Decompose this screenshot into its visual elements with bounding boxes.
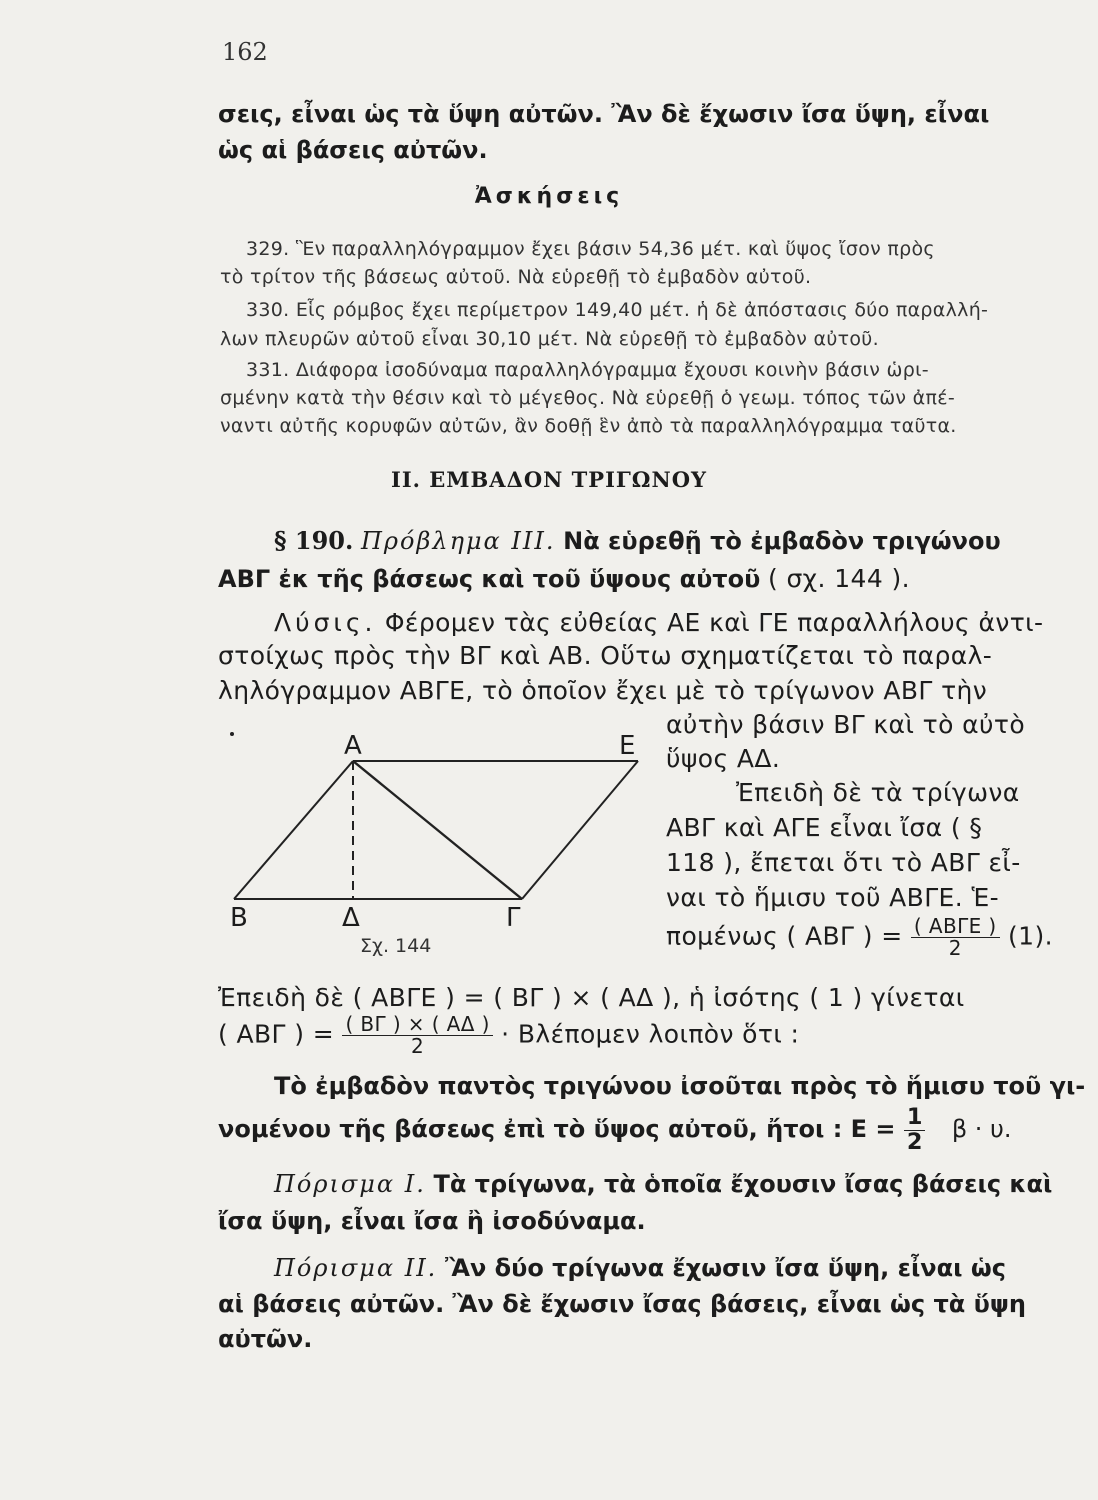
corollary-2-line-1	[274, 1254, 1006, 1282]
label-D: Δ	[342, 903, 360, 933]
equation-1	[666, 916, 1053, 959]
exercise-line: 331. Διάφορα ἰσοδύναμα παραλληλόγραμμα ἔχουσι κοινὴν βάσιν ὡρι-	[246, 359, 929, 381]
exercise-line: σμένην κατὰ τὴν θέσιν καὶ τὸ μέγεθος. Νὰ εὑρεθῇ ὁ γεωμ. τόπος τῶν ἀπέ-	[220, 387, 955, 409]
corollary-2-label: Πόρισμα ΙΙ.	[274, 1254, 438, 1282]
problem-line-1	[274, 526, 1001, 555]
section-title: II. ΕΜΒΑΔΟΝ ΤΡΙΓΩΝΟΥ	[391, 467, 707, 492]
equation-2	[218, 1014, 799, 1057]
edge-AG	[353, 761, 522, 899]
intro-line-1: σεις, εἶναι ὡς τὰ ὕψη αὐτῶν. Ἂν δὲ ἔχωσιν ἴσα ὕψη, εἶναι	[218, 100, 990, 128]
fraction-numerator: ( ΑΒΓΕ )	[911, 916, 1000, 938]
fraction-numerator: 1	[904, 1106, 926, 1131]
problem-ref: ( σχ. 144 ).	[767, 564, 910, 593]
fraction-denominator: 2	[948, 936, 962, 960]
edge-AB	[234, 761, 353, 899]
label-E: Ε	[619, 731, 636, 761]
solution-line-3: ληλόγραμμον ΑΒΓΕ, τὸ ὁποῖον ἔχει μὲ τὸ τρίγωνον ΑΒΓ τὴν	[218, 676, 988, 705]
theorem-line-2	[218, 1106, 1012, 1154]
solution-line-2: στοίχως πρὸς τὴν ΒΓ καὶ ΑΒ. Οὕτω σχηματίζεται τὸ παραλ-	[218, 641, 993, 670]
solution-line-1	[274, 608, 1043, 637]
equation-1-prefix: πομένως ( ΑΒΓ ) =	[666, 921, 903, 951]
solution-side-line: 118 ), ἔπεται ὅτι τὸ ΑΒΓ εἶ-	[666, 848, 1021, 877]
corollary-1-line-1	[274, 1170, 1052, 1198]
equation-2-fraction	[342, 1014, 492, 1057]
equation-1-suffix: (1).	[1007, 921, 1053, 951]
label-B: Β	[230, 903, 248, 933]
solution-line-4: Ἐπειδὴ δὲ ( ΑΒΓΕ ) = ( ΒΓ ) × ( ΑΔ ), ἡ ἰσότης ( 1 ) γίνεται	[218, 983, 965, 1012]
corollary-1-line-2: ἴσα ὕψη, εἶναι ἴσα ἢ ἰσοδύναμα.	[218, 1207, 646, 1235]
fraction-denominator: 2	[906, 1128, 923, 1155]
figure-144	[220, 726, 650, 956]
problem-line-2	[218, 564, 910, 593]
corollary-1-text: Τὰ τρίγωνα, τὰ ὁποῖα ἔχουσιν ἴσας βάσεις καὶ	[433, 1170, 1053, 1198]
corollary-1-label: Πόρισμα Ι.	[274, 1170, 426, 1198]
theorem-text: νομένου τῆς βάσεως ἐπὶ τὸ ὕψος αὐτοῦ, ἤτοι : Ε =	[218, 1115, 896, 1144]
theorem-fraction	[904, 1106, 926, 1154]
exercise-line: 329. Ἓν παραλληλόγραμμον ἔχει βάσιν 54,36 μέτ. καὶ ὕψος ἴσον πρὸς	[246, 238, 935, 260]
corollary-2-line-2: αἱ βάσεις αὐτῶν. Ἂν δὲ ἔχωσιν ἴσας βάσεις, εἶναι ὡς τὰ ὕψη	[218, 1290, 1026, 1318]
equation-2-suffix: · Βλέπομεν λοιπὸν ὅτι :	[501, 1019, 800, 1049]
label-A: Α	[344, 731, 362, 761]
edge-EG	[522, 761, 638, 899]
exercises-heading: Ἀσκήσεις	[474, 184, 624, 209]
solution-side-line: ΑΒΓ καὶ ΑΓΕ εἶναι ἴσα ( §	[666, 813, 983, 842]
solution-text: Φέρομεν τὰς εὐθείας ΑΕ καὶ ΓΕ παραλλήλους ἀντι-	[384, 608, 1044, 637]
solution-side-line: ὕψος ΑΔ.	[666, 744, 781, 773]
exercise-line: τὸ τρίτον τῆς βάσεως αὐτοῦ. Νὰ εὑρεθῇ τὸ ἐμβαδὸν αὐτοῦ.	[220, 266, 812, 288]
ink-dot	[230, 732, 234, 736]
fraction-denominator: 2	[411, 1034, 425, 1058]
problem-label: Πρόβλημα ΙΙΙ.	[361, 527, 556, 555]
problem-number: § 190.	[274, 526, 354, 555]
theorem-line-1: Τὸ ἐμβαδὸν παντὸς τριγώνου ἰσοῦται πρὸς τὸ ἥμισυ τοῦ γι-	[274, 1072, 1086, 1100]
theorem-suffix: β · υ.	[951, 1115, 1012, 1144]
page-number: 162	[222, 38, 268, 66]
problem-text: Νὰ εὑρεθῇ τὸ ἐμβαδὸν τριγώνου	[563, 527, 1001, 555]
figure-caption: Σχ. 144	[360, 935, 432, 957]
corollary-2-line-3: αὐτῶν.	[218, 1325, 313, 1353]
solution-side-line: ναι τὸ ἥμισυ τοῦ ΑΒΓΕ. Ἑ-	[666, 883, 1000, 912]
fraction-numerator: ( ΒΓ ) × ( ΑΔ )	[342, 1014, 492, 1036]
equation-1-fraction	[911, 916, 1000, 959]
solution-side-line: Ἐπειδὴ δὲ τὰ τρίγωνα	[736, 778, 1020, 807]
exercise-line: ναντι αὐτῆς κορυφῶν αὐτῶν, ἂν δοθῇ ἓν ἀπὸ τὰ παραλληλόγραμμα ταῦτα.	[220, 415, 957, 437]
problem-text-2: ΑΒΓ ἐκ τῆς βάσεως καὶ τοῦ ὕψους αὐτοῦ	[218, 565, 761, 593]
label-G: Γ	[506, 903, 521, 933]
exercise-line: 330. Εἷς ρόμβος ἔχει περίμετρον 149,40 μέτ. ἡ δὲ ἀπόστασις δύο παραλλή-	[246, 299, 989, 321]
intro-line-2: ὡς αἱ βάσεις αὐτῶν.	[218, 136, 488, 164]
exercise-line: λων πλευρῶν αὐτοῦ εἶναι 30,10 μέτ. Νὰ εὑρεθῇ τὸ ἐμβαδὸν αὐτοῦ.	[220, 328, 879, 350]
corollary-2-text: Ἂν δύο τρίγωνα ἔχωσιν ἴσα ὕψη, εἶναι ὡς	[444, 1254, 1006, 1282]
solution-label: Λύσις.	[274, 608, 377, 637]
solution-side-line: αὐτὴν βάσιν ΒΓ καὶ τὸ αὐτὸ	[666, 710, 1026, 739]
equation-2-prefix: ( ΑΒΓ ) =	[218, 1019, 335, 1049]
